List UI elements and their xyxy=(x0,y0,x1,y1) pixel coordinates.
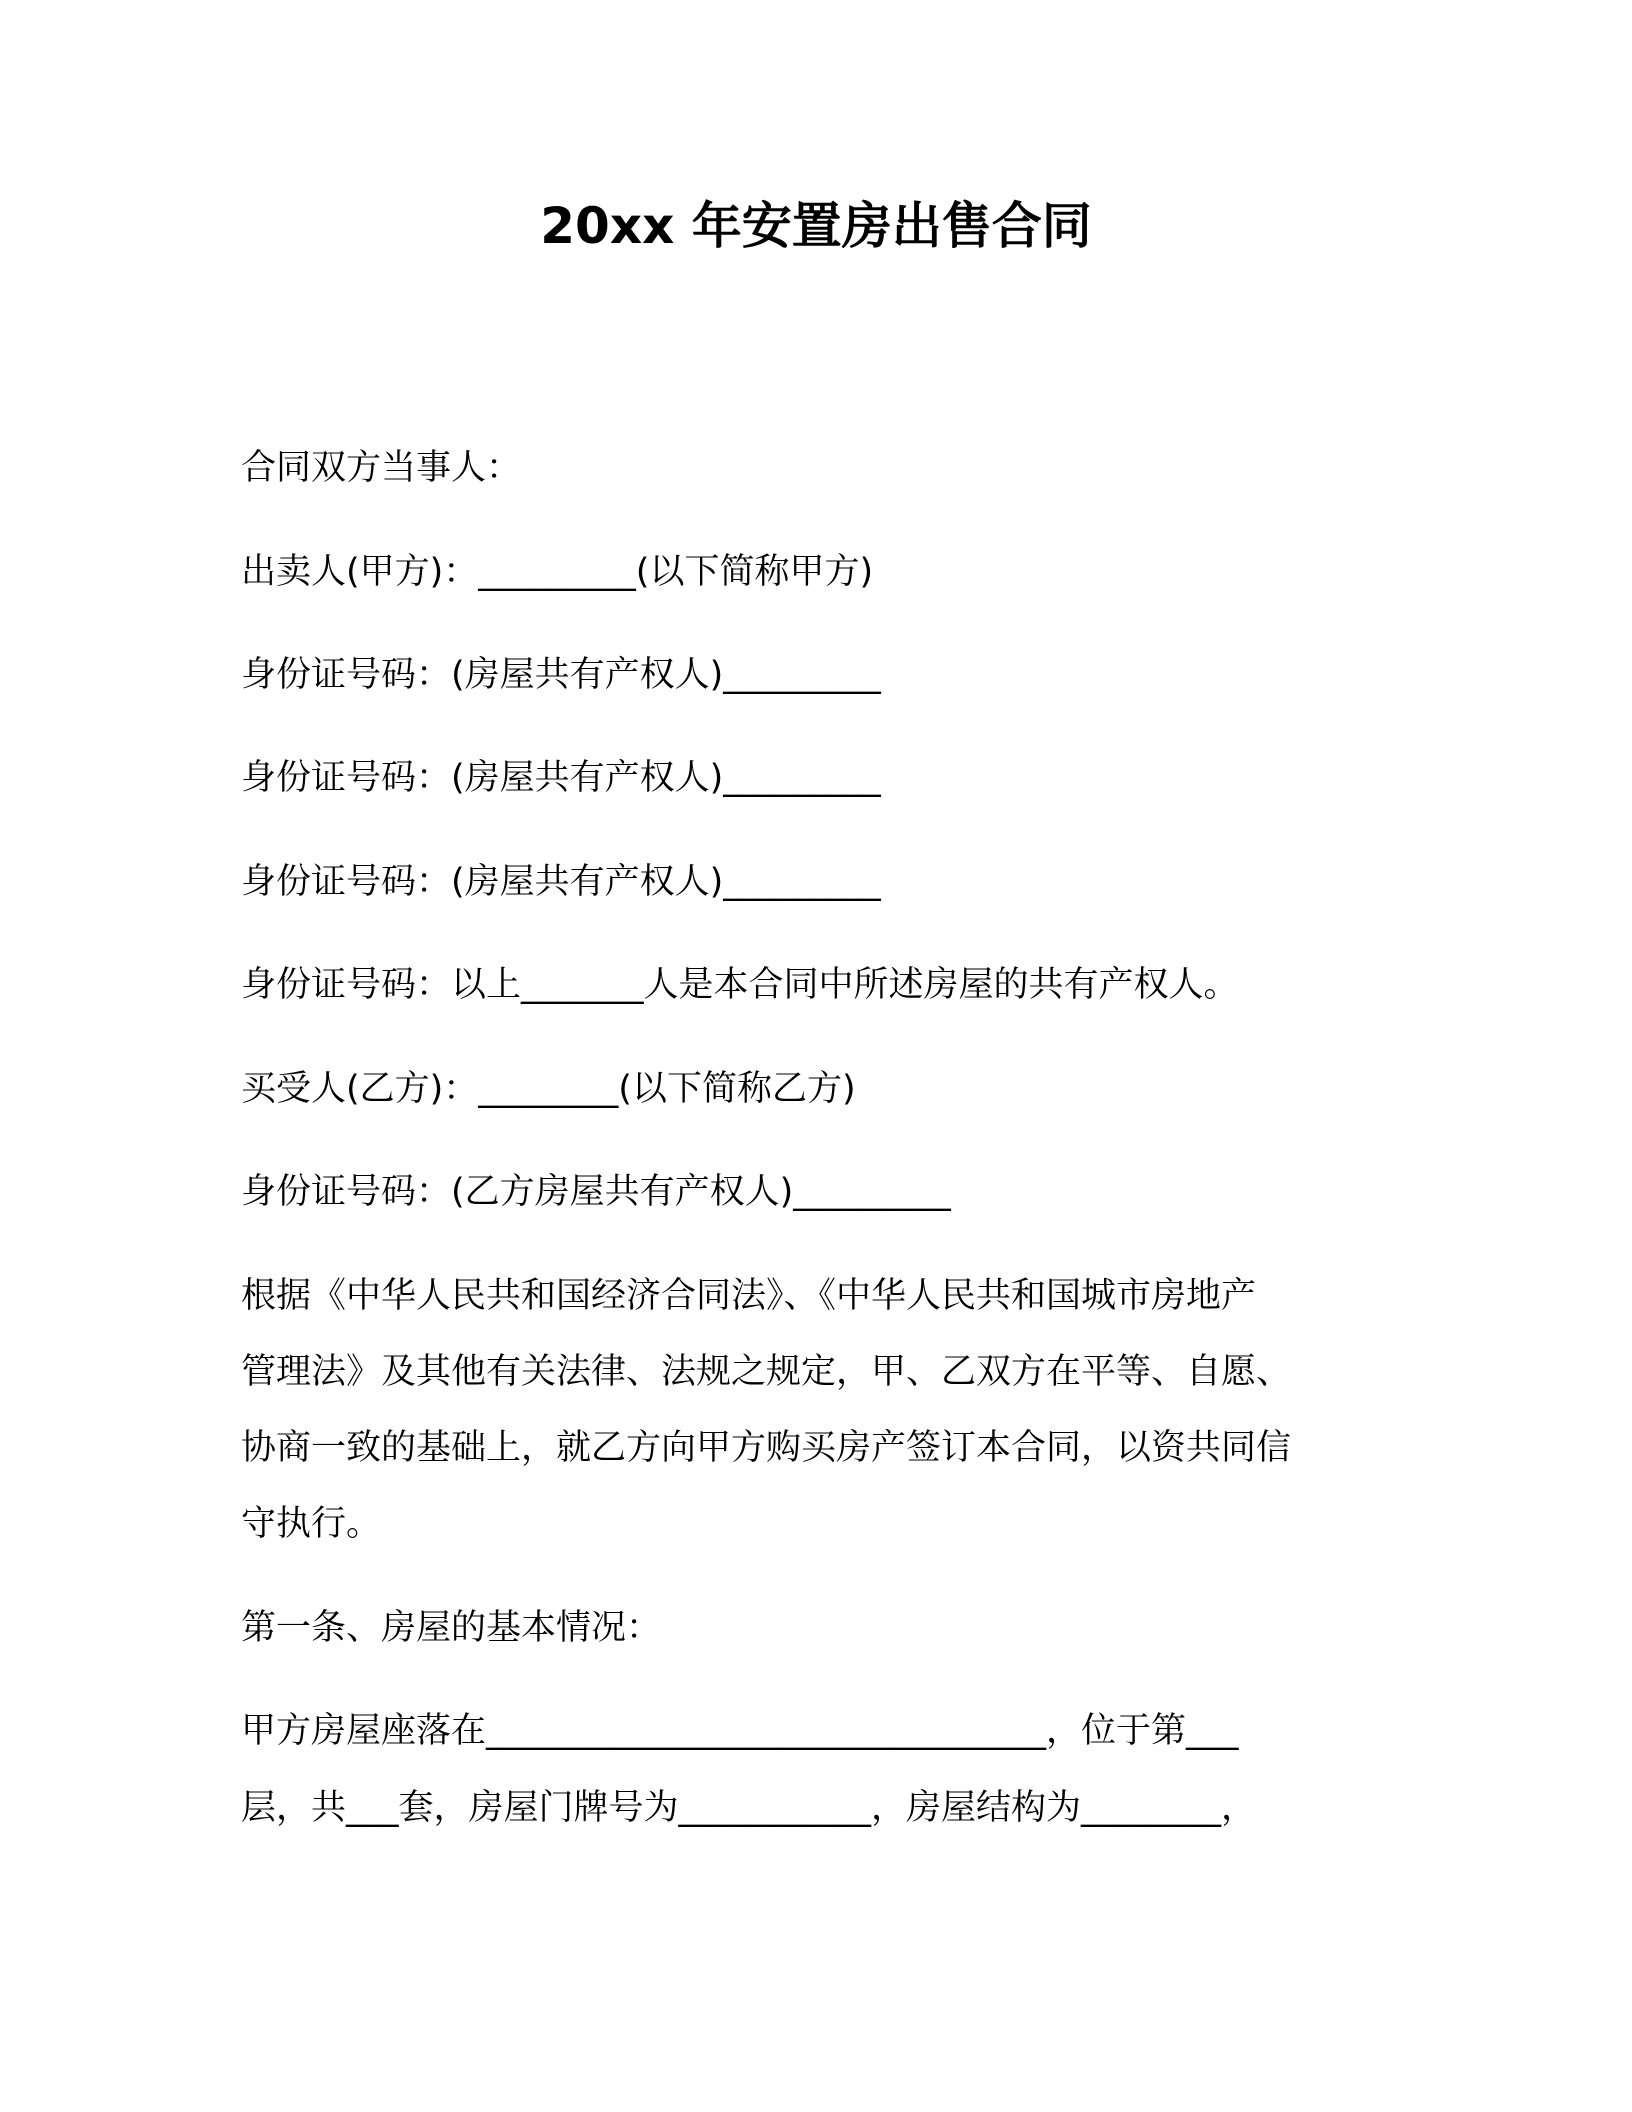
buyer-line: 买受人(乙方)：________(以下简称乙方) xyxy=(241,1069,856,1109)
seller-id-line-3: 身份证号码：(房屋共有产权人)_________ xyxy=(241,862,881,902)
preamble-line-4: 守执行。 xyxy=(241,1504,382,1544)
seller-id-line-2: 身份证号码：(房屋共有产权人)_________ xyxy=(241,758,881,798)
co-owner-line: 身份证号码：以上_______人是本合同中所述房屋的共有产权人。 xyxy=(241,965,1239,1005)
seller-id-line-1: 身份证号码：(房屋共有产权人)_________ xyxy=(241,655,881,695)
article-1-line-1: 甲方房屋座落在________________________________，位于第___ xyxy=(241,1711,1239,1751)
buyer-id-line: 身份证号码：(乙方房屋共有产权人)_________ xyxy=(241,1172,951,1212)
preamble-line-2: 管理法》及其他有关法律、法规之规定，甲、乙双方在平等、自愿、 xyxy=(241,1352,1292,1392)
article-1-line-2: 层，共___套，房屋门牌号为___________，房屋结构为________， xyxy=(241,1788,1257,1828)
party-heading: 合同双方当事人： xyxy=(241,448,522,488)
seller-line: 出卖人(甲方)：_________(以下简称甲方) xyxy=(241,552,874,592)
preamble-line-1: 根据《中华人民共和国经济合同法》、《中华人民共和国城市房地产 xyxy=(241,1276,1257,1316)
article-1-heading: 第一条、房屋的基本情况： xyxy=(241,1608,662,1648)
document-title: 20xx 年安置房出售合同 xyxy=(540,197,1092,255)
preamble-line-3: 协商一致的基础上，就乙方向甲方购买房产签订本合同，以资共同信 xyxy=(241,1428,1292,1468)
